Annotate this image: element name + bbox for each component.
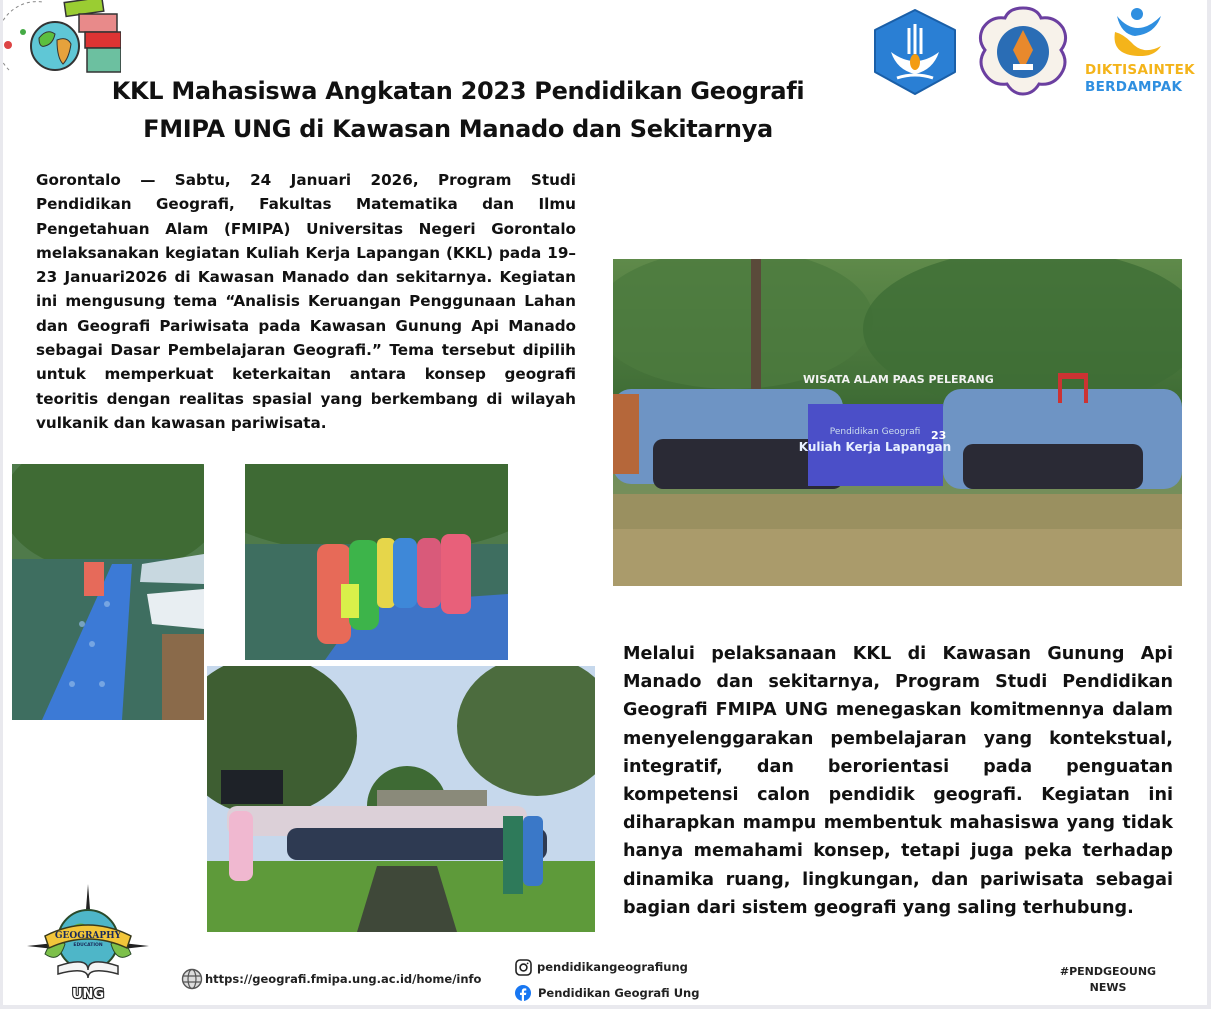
title-line-1: KKL Mahasiswa Angkatan 2023 Pendidikan Geografi bbox=[111, 77, 805, 105]
instagram-icon bbox=[515, 959, 532, 976]
article-paragraph-1: Gorontalo — Sabtu, 24 Januari 2026, Program Studi Pendidikan Geografi, Fakultas Matematika dan Ilmu Pengetahuan Alam (FMIPA) Universitas Negeri Gorontalo melaksanakan kegiatan Kuliah Kerja Lapangan (KKL) pada 19–23 Januari2026 di Kawasan Manado dan sekitarnya. Kegiatan ini mengusung tema “Analisis Keruangan Penggunaan Lahan dan Geografi Pariwisata pada Kawasan Gunung Api Manado sebagai Dasar Pembelajaran Geografi.” Tema tersebut dipilih untuk memperkuat keterkaitan antara konsep geografi teoritis dengan realitas spasial yang berkembang di wilayah vulkanik dan kawasan pariwisata. bbox=[36, 171, 576, 432]
svg-text:Kuliah Kerja Lapangan: Kuliah Kerja Lapangan bbox=[798, 440, 952, 454]
facebook-page[interactable]: Pendidikan Geografi Ung bbox=[538, 986, 700, 1000]
hashtag-label bbox=[1053, 964, 1163, 996]
website-link[interactable] bbox=[181, 968, 481, 990]
svg-text:Pendidikan Geografi: Pendidikan Geografi bbox=[829, 427, 921, 437]
svg-text:WISATA ALAM PAAS PELERANG: WISATA ALAM PAAS PELERANG bbox=[803, 373, 994, 386]
kemendikbud-logo-icon bbox=[869, 8, 961, 96]
diktisaintek-text: DIKTISAINTEK bbox=[1085, 62, 1195, 78]
news-page bbox=[3, 0, 1207, 1005]
raincoat-group-photo bbox=[245, 464, 508, 660]
svg-text:EDUCATION: EDUCATION bbox=[73, 943, 103, 948]
page-title bbox=[93, 72, 823, 148]
title-line-2: FMIPA UNG di Kawasan Manado dan Sekitarnya bbox=[143, 115, 773, 143]
svg-text:GEOGRAPHY: GEOGRAPHY bbox=[54, 931, 122, 941]
facebook-icon bbox=[515, 985, 531, 1001]
garden-group-photo bbox=[207, 666, 595, 932]
instagram-handle[interactable]: pendidikangeografiung bbox=[537, 960, 688, 974]
ung-logo-icon bbox=[973, 4, 1073, 98]
geography-maps-logo-icon bbox=[3, 0, 121, 74]
main-group-photo bbox=[613, 259, 1182, 586]
instagram-link[interactable] bbox=[515, 957, 688, 977]
article-paragraph-2: Melalui pelaksanaan KKL di Kawasan Gunung Api Manado dan sekitarnya, Program Studi Pendidikan Geografi FMIPA UNG menegaskan komitmennya dalam menyelenggarakan pembelajaran yang kontekstual, integratif, dan berorientasi pada penguatan kompetensi calon pendidik geografi. Kegiatan ini diharapkan mampu membentuk mahasiswa yang tidak hanya memahami konsep, tetapi juga peka terhadap dinamika ruang, lingkungan, dan pariwisata sebagai bagian dari sistem geografi yang saling terhubung. bbox=[623, 644, 1173, 918]
diktisaintek-logo-icon bbox=[1103, 6, 1163, 60]
svg-text:UNG: UNG bbox=[71, 987, 105, 1002]
facebook-link[interactable] bbox=[515, 983, 699, 1003]
globe-icon bbox=[181, 968, 203, 990]
geography-education-logo-icon bbox=[23, 882, 153, 1004]
berdampak-text: BERDAMPAK bbox=[1085, 79, 1183, 95]
website-url[interactable]: https://geografi.fmipa.ung.ac.id/home/info bbox=[205, 972, 482, 986]
hashtag-line-1: #PENDGEOUNG bbox=[1059, 965, 1157, 978]
hashtag-line-2: NEWS bbox=[1089, 981, 1127, 994]
floating-dock-photo bbox=[12, 464, 204, 720]
svg-text:23: 23 bbox=[931, 429, 947, 442]
